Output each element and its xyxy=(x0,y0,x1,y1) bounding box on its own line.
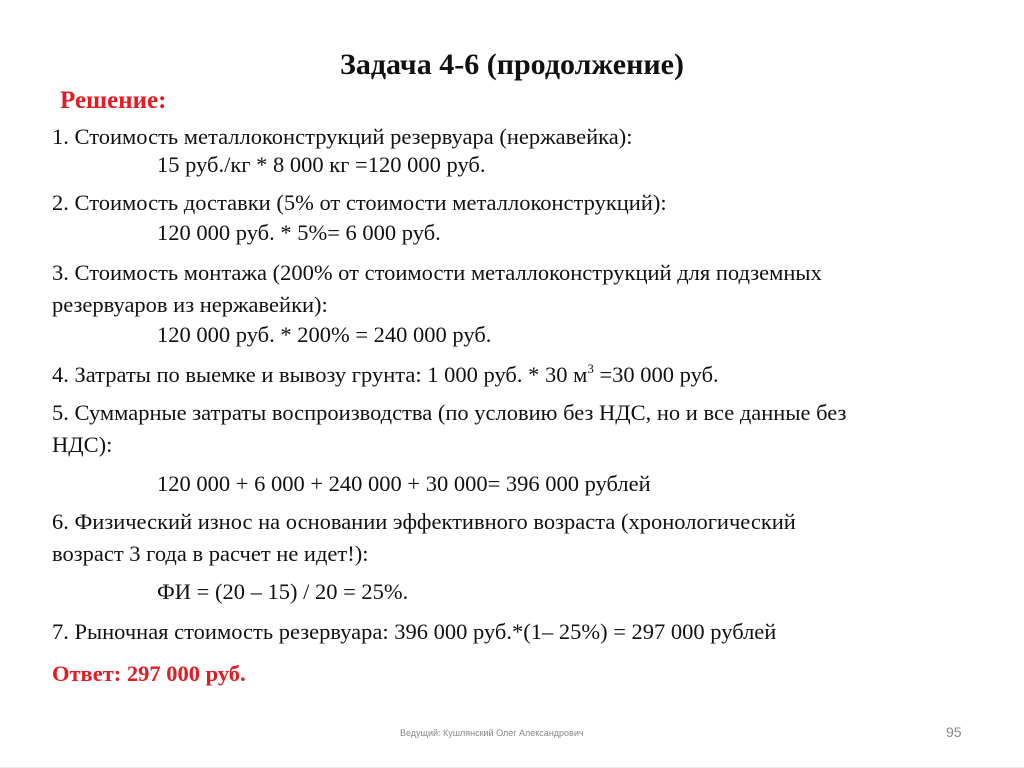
answer: Ответ: 297 000 руб. xyxy=(52,661,246,686)
step-2-calc: 120 000 руб. * 5%= 6 000 руб. xyxy=(157,220,441,245)
slide-title: Задача 4-6 (продолжение) xyxy=(340,48,684,81)
step-2-text: 2. Стоимость доставки (5% от стоимости металлоконструкций): xyxy=(52,190,667,215)
step-1-calc: 15 руб./кг * 8 000 кг =120 000 руб. xyxy=(157,152,486,177)
step-1-text: 1. Стоимость металлоконструкций резервуара (нержавейка): xyxy=(52,124,633,149)
step-4-text xyxy=(52,362,719,388)
step-7-text: 7. Рыночная стоимость резервуара: 396 000 руб.*(1– 25%) = 297 000 рублей xyxy=(52,619,777,644)
step-4-superscript: 3 xyxy=(587,361,594,376)
step-6-text: 6. Физический износ на основании эффективного возраста (хронологический xyxy=(52,509,796,534)
step-3-text-cont: резервуаров из нержавейки): xyxy=(52,292,328,317)
solution-label: Решение: xyxy=(60,87,167,114)
step-5-calc: 120 000 + 6 000 + 240 000 + 30 000= 396 000 рублей xyxy=(157,471,651,496)
step-6-text-cont: возраст 3 года в расчет не идет!): xyxy=(52,541,369,566)
step-5-text: 5. Суммарные затраты воспроизводства (по условию без НДС, но и все данные без xyxy=(52,400,847,425)
step-4-end: =30 000 руб. xyxy=(593,362,719,387)
step-4-main: 4. Затраты по выемке и вывозу грунта: 1 000 руб. * 30 м xyxy=(52,362,588,387)
step-5-text-cont: НДС): xyxy=(52,432,113,457)
footer-presenter: Ведущий: Кушлянский Олег Александрович xyxy=(400,728,584,738)
step-6-calc: ФИ = (20 – 15) / 20 = 25%. xyxy=(157,579,409,604)
page-number: 95 xyxy=(946,724,962,740)
step-3-text: 3. Стоимость монтажа (200% от стоимости металлоконструкций для подземных xyxy=(52,260,822,285)
step-3-calc: 120 000 руб. * 200% = 240 000 руб. xyxy=(157,322,492,347)
